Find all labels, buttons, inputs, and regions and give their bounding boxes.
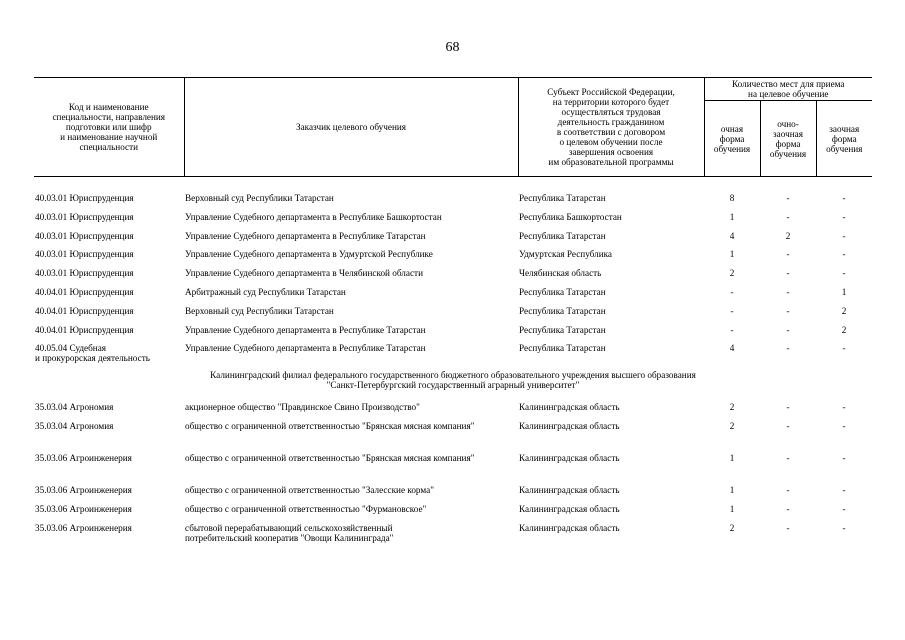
header-line: на территории которого будет [552,97,670,107]
table-row [34,500,872,519]
table-row [34,245,872,264]
header-line: специальности [79,142,139,152]
cell-part-time: - [786,324,790,335]
header-line: очно- [777,118,799,129]
cell-subject: Республика Татарстан [519,343,606,354]
header-full-time [704,101,760,177]
cell-part-time: - [786,193,790,203]
cell-spec: 35.03.06 Агроинженерия [35,503,132,514]
table-row [34,398,872,417]
header-line: Субъект Российской Федерации, [547,87,675,97]
cell-customer: Управление Судебного департамента в Республике Башкортостан [185,211,442,222]
cell-customer: Верховный суд Республики Татарстан [185,193,334,203]
cell-part-time: - [786,485,790,496]
table-row [34,339,872,364]
cell-customer: Управление Судебного департамента в Республике Татарстан [185,343,426,354]
cell-part-time: - [786,421,790,432]
cell-subject: Калининградская область [519,421,620,432]
cell-subject: Калининградская область [519,485,620,496]
header-line: в соответствии с договором [556,127,666,137]
header-line: деятельность гражданином [557,117,665,127]
cell-spec: 35.03.06 Агроинженерия [35,522,132,533]
cell-spec: 35.03.06 Агроинженерия [35,453,132,464]
cell-full-time: - [730,305,734,316]
header-line: обучения [713,143,751,154]
cell-extramural: - [842,343,846,354]
cell-spec: 40.04.01 Юриспруденция [35,324,134,335]
header-extramural [816,101,872,177]
cell-part-time: - [786,249,790,260]
cell-subject: Челябинская область [519,268,602,279]
cell-part-time: - [786,305,790,316]
cell-extramural: - [842,230,846,241]
table-row [34,264,872,283]
header-line: обучения [826,143,863,154]
header-line: Количество мест для приема [732,79,845,89]
cell-spec: 35.03.04 Агрономия [35,421,114,432]
cell-extramural: - [842,421,846,432]
cell-extramural: - [842,453,846,464]
cell-full-time: 1 [729,453,735,464]
cell-spec: 40.03.01 Юриспруденция [35,230,134,241]
cell-extramural: 1 [841,286,847,297]
cell-part-time: - [786,211,790,222]
cell-subject: Республика Татарстан [519,193,606,203]
cell-subject: Республика Татарстан [519,305,606,316]
header-line: завершения освоения [568,147,654,157]
cell-part-time: - [786,286,790,297]
header-specialty [34,78,184,177]
section-heading-row [34,364,872,398]
section-heading [34,364,872,398]
header-line: и наименование научной [60,132,158,142]
cell-part-time: 2 [785,230,791,241]
cell-customer: Управление Судебного департамента в Челябинской области [185,268,423,279]
cell-customer: общество с ограниченной ответственностью "Брянская мясная компания" [185,453,475,464]
cell-extramural: 2 [841,305,847,316]
cell-spec: 35.03.04 Агрономия [35,402,114,413]
cell-customer: общество с ограниченной ответственностью "Залесские корма" [185,485,434,496]
cell-spec: 40.03.01 Юриспруденция [35,249,134,260]
header-places [704,78,872,101]
cell-spec: 40.03.01 Юриспруденция [35,211,134,222]
header-line: форма [775,138,801,149]
cell-extramural: - [842,503,846,514]
header-part-time [760,101,816,177]
header-line: заочная [773,128,803,139]
cell-full-time: - [730,324,734,335]
table-row [34,481,872,500]
cell-extramural: - [842,249,846,260]
cell-full-time: - [730,286,734,297]
cell-subject: Республика Татарстан [519,324,606,335]
spec-line: 40.05.04 Судебная [35,343,107,354]
cell-extramural: - [842,268,846,279]
cell-extramural: - [842,402,846,413]
cell-full-time: 8 [729,193,735,203]
cell-full-time: 1 [729,211,735,222]
cell-customer: общество с ограниченной ответственностью "Фурмановское" [185,503,427,514]
cell-full-time: 1 [729,485,735,496]
table-row [34,302,872,321]
cell-spec: 40.03.01 Юриспруденция [35,268,134,279]
cell-full-time: 1 [729,503,735,514]
cell-part-time: - [786,522,790,533]
header-line: очная [720,123,744,134]
header-line: заочная [829,123,860,134]
admission-table [34,77,872,544]
cell-part-time: - [786,343,790,354]
section-heading-line: Калининградский филиал федерального государственного бюджетного образовательного учреждения высшего образования [210,370,696,381]
cell-full-time: 2 [729,522,735,533]
cell-extramural: - [842,522,846,533]
cell-subject: Калининградская область [519,522,620,533]
header-line: обучения [769,148,807,159]
cell-subject: Республика Татарстан [519,230,606,241]
cell-spec: 40.03.01 Юриспруденция [35,193,134,203]
cell-customer: Арбитражный суд Республики Татарстан [185,286,346,297]
table-row [34,321,872,340]
cell-customer: акционерное общество "Правдинское Свино Производство" [185,402,420,413]
cell-part-time: - [786,402,790,413]
cell-spec: 35.03.06 Агроинженерия [35,485,132,496]
cell-subject: Калининградская область [519,402,620,413]
cell-customer: Управление Судебного департамента в Республике Татарстан [185,230,426,241]
header-line: подготовки или шифр [65,122,152,132]
cell-customer: общество с ограниченной ответственностью "Брянская мясная компания" [185,421,475,432]
header-line: специальности, направления [52,112,166,122]
header-line: Код и наименование [68,102,149,112]
spec-line: и прокурорская деятельность [35,353,150,364]
cell-extramural: - [842,485,846,496]
header-line: о целевом обучении после [559,137,663,147]
cell-part-time: - [786,503,790,514]
cell-full-time: 2 [729,402,735,413]
cell-subject: Удмуртская Республика [519,249,613,260]
cell-spec: 40.04.01 Юриспруденция [35,305,134,316]
table-row [34,417,872,449]
cell-full-time: 1 [729,249,735,260]
cell-full-time: 4 [729,343,735,354]
cell-subject: Калининградская область [519,453,620,464]
cell-extramural: - [842,211,846,222]
cell-subject: Республика Татарстан [519,286,606,297]
table-row [34,283,872,302]
cell-customer: сбытовой перерабатывающий сельскохозяйственный потребительский кооператив "Овощи Калининграда" [185,522,394,543]
page-number: 68 [445,40,460,55]
cell-subject: Калининградская область [519,503,620,514]
cell-subject: Республика Башкортостан [519,211,622,222]
cell-spec: 40.04.01 Юриспруденция [35,286,134,297]
header-line: форма [831,133,857,144]
header-customer: Заказчик целевого обучения [184,78,518,177]
header-line: форма [719,133,745,144]
table-row [34,227,872,246]
cell-part-time: - [786,453,790,464]
cell-full-time: 4 [729,230,735,241]
table-row [34,208,872,227]
cell-extramural: - [842,193,846,203]
header-line: осуществляться трудовая [561,107,661,117]
cell-part-time: - [786,268,790,279]
cell-spec [34,339,184,364]
table-row [34,189,872,208]
cell-customer: Верховный суд Республики Татарстан [185,305,334,316]
cell-extramural: 2 [841,324,847,335]
cell-full-time: 2 [729,268,735,279]
cell-full-time: 2 [729,421,735,432]
section-heading-line: "Санкт-Петербургский государственный аграрный университет" [326,380,580,391]
table-row [34,519,872,544]
header-line: на целевое обучение [748,89,829,99]
cell-customer: Управление Судебного департамента в Республике Татарстан [185,324,426,335]
cell-customer: Управление Судебного департамента в Удмуртской Республике [185,249,433,260]
header-line: им образовательной программы [548,157,674,167]
header-subject [518,78,704,177]
table-row [34,449,872,481]
